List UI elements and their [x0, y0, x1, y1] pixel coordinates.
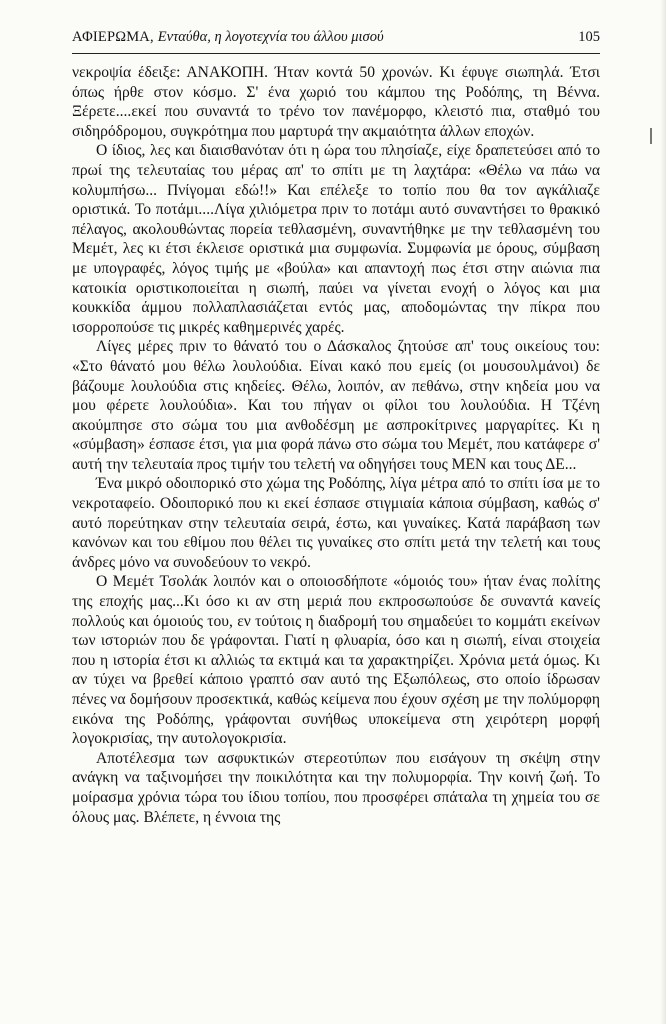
running-header	[72, 26, 600, 48]
scan-edge-shadow	[660, 0, 666, 1024]
paragraph: Αποτέλεσμα των ασφυκτικών στερεοτύπων που εισάγουν τη σκέψη στην ανάγκη να ταξινομήσει την ποικιλότητα και την πολυμορφία. Την κοινή ζωή. Το μοίρασμα χρόνια τώρα του ίδιου τοπίου, που προσφέρει σπάταλα τη χημεία του σε όλους μας. Βλέπετε, η έννοια της	[72, 749, 600, 826]
paragraph: Ένα μικρό οδοιπορικό στο χώμα της Ροδόπης, λίγα μέτρα από το σπίτι ίσα με το νεκροταφείο. Οδοιπορικό που κι εκεί έσπασε στιγμιαία κάποια σύμβαση, καθώς σ' αυτό πορεύτηκαν στην τελευταία σειρά, έστω, και γυναίκες. Κατά παράβαση των κανόνων και του εθίμου που θέλει τις γυναίκες στο σπίτι μετά την τελετή και τους άνδρες μόνο να συνοδεύουν το νεκρό.	[72, 475, 600, 571]
paragraph: Λίγες μέρες πριν το θάνατό του ο Δάσκαλος ζητούσε απ' τους οικείους του: «Στο θάνατό μου θέλω λουλούδια. Είναι κακό που εμείς (οι μουσουλμάνοι) δε βάζουμε λουλούδια στις κηδείες. Θέλω, λοιπόν, αν πεθάνω, στην κηδεία μου να μου φέρετε λουλούδια». Και του πήγαν οι φίλοι του λουλούδια. Η Τζένη ακούμπησε στο σώμα του μια ανθοδέσμη με ασπροκίτρινες μαργαρίτες. Κι η «σύμβαση» έσπασε έτσι, για μια φορά πάνω στο σώμα του Μεμέτ, που κατάφερε σ' αυτή την τελευταία προς τιμήν του τελετή να οδηγήσει τους ΜΕΝ και τους ΔΕ...	[72, 338, 600, 473]
scan-edge-mark	[650, 128, 652, 144]
paragraph: νεκροψία έδειξε: ΑΝΑΚΟΠΗ. Ήταν κοντά 50 χρονών. Κι έφυγε σιωπηλά. Έτσι όπως ήρθε στον κόσμο. Σ' ένα χωριό του κάμπου της Ροδόπης, τη Βέννα. Ξέρετε....εκεί που συναντά το τρένο τον πανέμορφο, κλειστό πια, σταθμό του σιδηρόδρομου, συγκρότημα που μαρτυρά την ακμαιότητα άλλων εποχών.	[72, 64, 600, 140]
header-section: ΑΦΙΕΡΩΜΑ,	[72, 29, 154, 45]
paragraph: Ο Μεμέτ Τσολάκ λοιπόν και ο οποιοσδήποτε «όμοιός του» ήταν ένας πολίτης της εποχής μας...Κι όσο κι αν στη μεριά που εκπροσωπούσε δε συναντά κανείς πολλούς και όμοιούς του, εν τούτοις η διαδρομή του σημαδεύει το κομμάτι εκείνων των ιστοριών που δε γράφονται. Γιατί η φλυαρία, όσο και η σιωπή, είναι στοιχεία που η ιστορία έτσι κι αλλιώς τα εκτιμά και τα χαρακτηρίζει. Χρόνια μετά όμως. Κι αν τύχει να βρεθεί κάποιο γραπτό σαν αυτό της Εξωπόλεως, στο οποίο ίδρωσαν πένες να δομήσουν προσεκτικά, καθώς κείμενα που έχουν σχέση με την πολύμορφη εικόνα της Ροδόπης, γράφονται συνήθως υποκείμενα στη χειρότερη μορφή λογοκρισίας, την αυτολογοκρισία.	[72, 573, 600, 748]
header-rule	[72, 53, 600, 54]
page-number: 105	[578, 29, 600, 45]
paragraph: Ο ίδιος, λες και διαισθανόταν ότι η ώρα του πλησίαζε, είχε δραπετεύσει από το πρωί της τελευταίας του μέρας απ' το σπίτι με τη λαχτάρα: «Θέλω να πάω να κολυμπήσω... Πνίγομαι εδώ!!» Και επέλεξε το τοπίο που θα τον αγκάλιαζε οριστικά. Το ποτάμι....Λίγα χιλιόμετρα πριν το ποτάμι αυτό συναντήσει το θρακικό πέλαγος, ακολουθώντας πορεία τεθλασμένη, συναντήθηκε με την τεθλασμένη του Μεμέτ, λες κι έτσι έκλεισε οριστικά μια συμφωνία. Συμφωνία με όρους, σύμβαση με υπογραφές, λόγος τιμής με «βούλα» και απαντοχή πως έτσι στην αιώνια πια κατοικία οριστικοποιείται η σιωπή, παύει να γίνεται ενοχή ο λόγος και μια κουκκίδα άμμου πολλαπλασιάζεται εντός μας, αποδομώντας την πίκρα που ισορροπούσε τις μικρές καθημερινές χαρές.	[72, 142, 600, 336]
header-subtitle: Ενταύθα, η λογοτεχνία του άλλου μισού	[157, 29, 384, 45]
body-text	[72, 63, 600, 827]
